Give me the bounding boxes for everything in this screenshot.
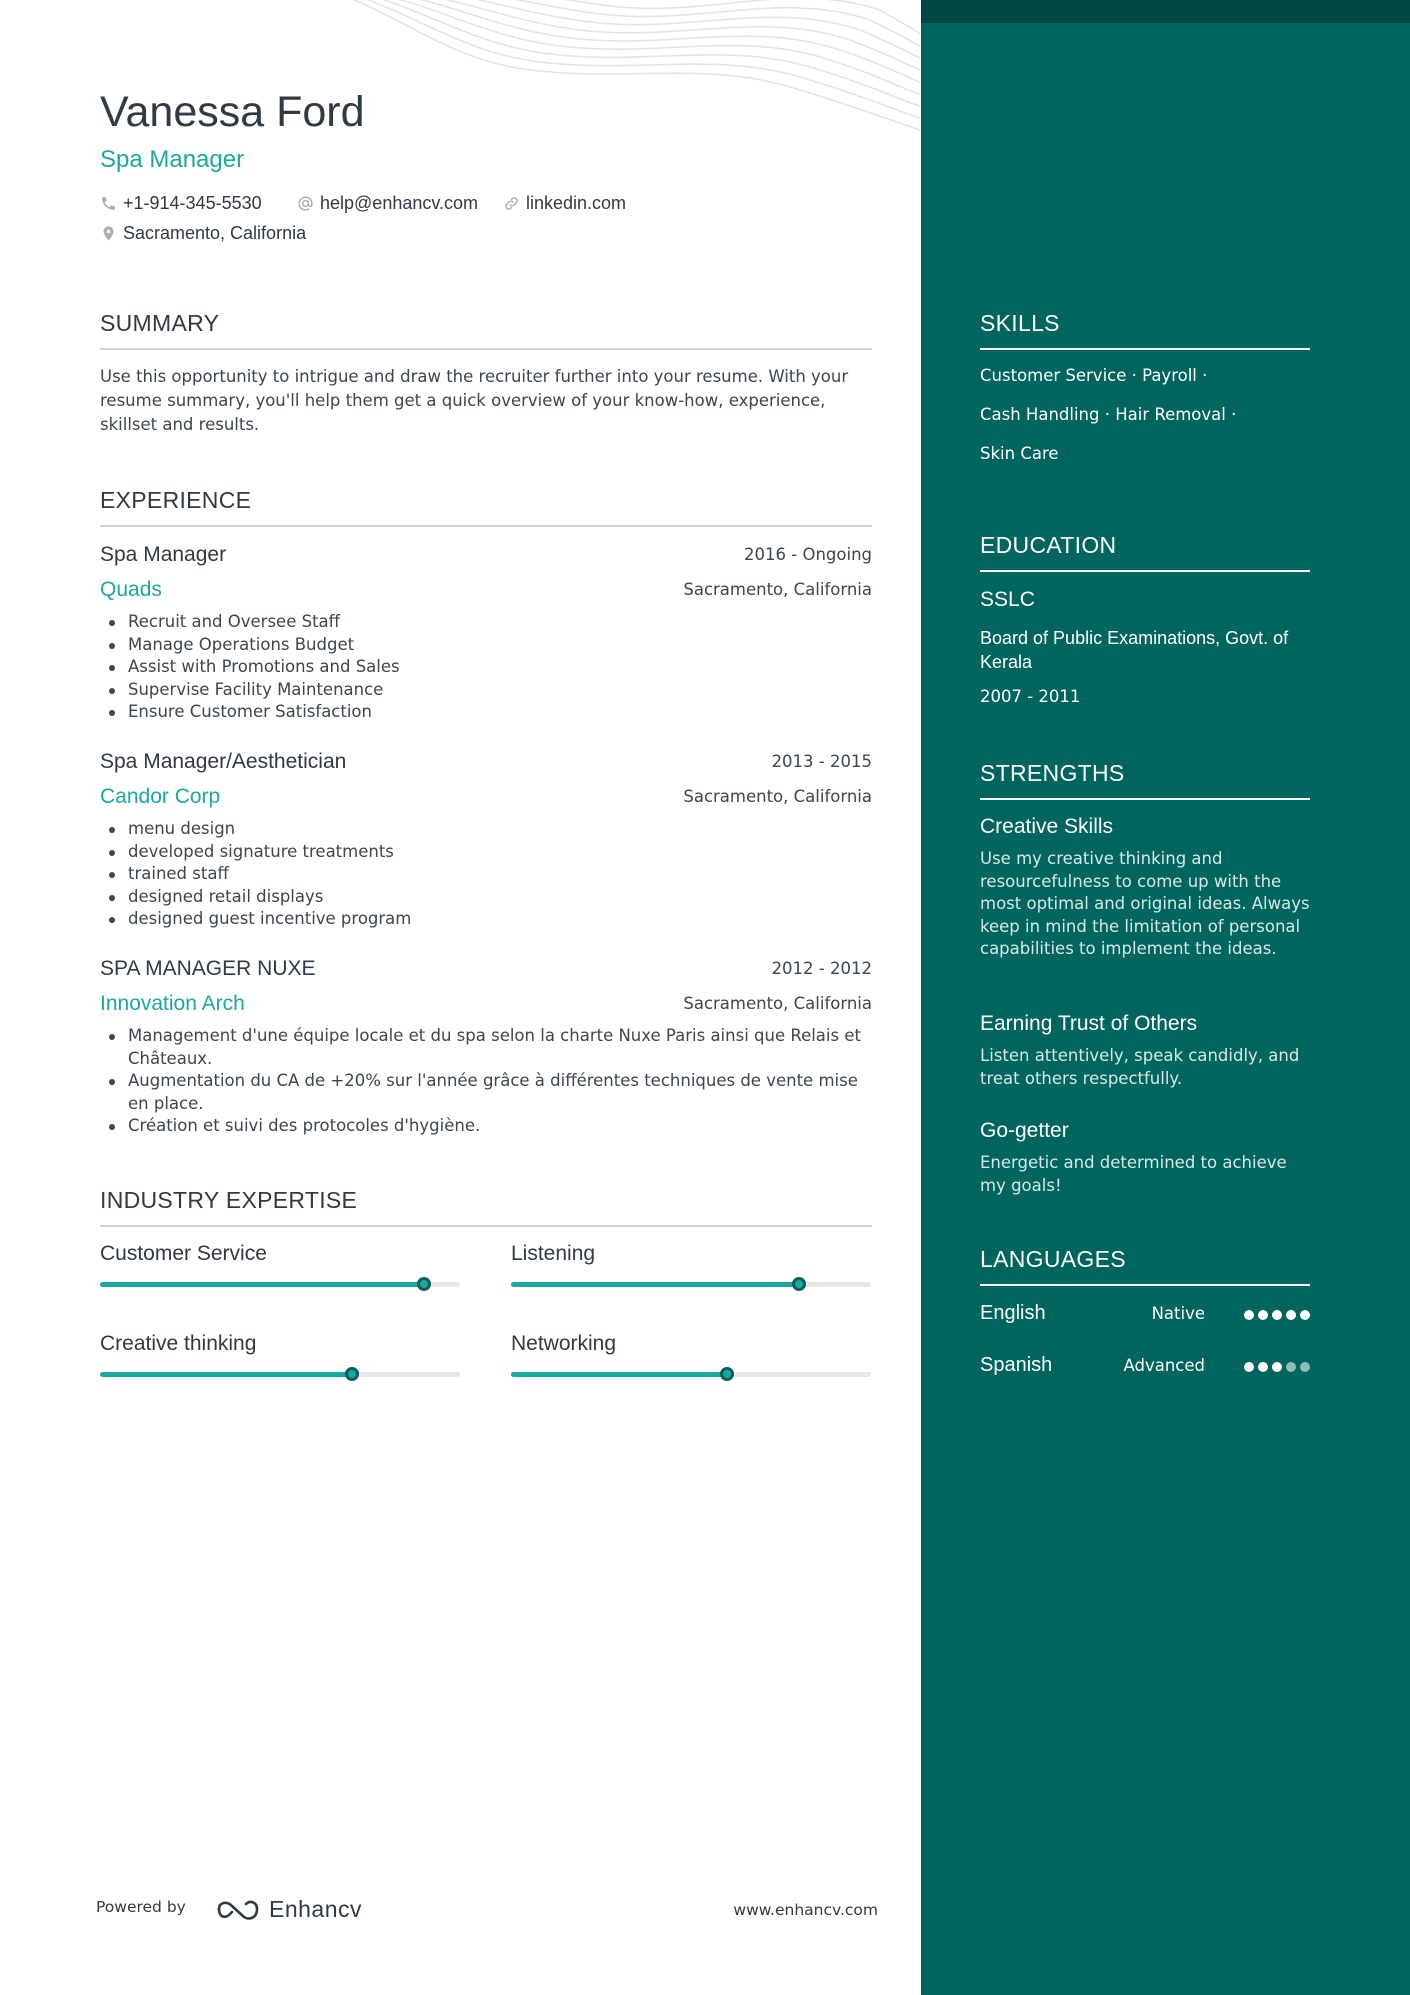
job-title: Spa Manager <box>100 543 227 566</box>
job-company: Innovation Arch <box>100 992 245 1015</box>
expertise-item <box>511 1332 871 1356</box>
education-school: Board of Public Examinations, Govt. of Kerala <box>980 628 1289 672</box>
email-contact[interactable] <box>297 193 478 214</box>
language-level: Native <box>1151 1304 1205 1323</box>
expertise-bar-track <box>511 1372 871 1377</box>
job-bullet: designed retail displays <box>100 886 872 909</box>
skills-line: Customer Service · Payroll · <box>980 366 1208 385</box>
job-company: Quads <box>100 578 162 601</box>
language-dot-filled <box>1300 1310 1310 1320</box>
enhancv-logo[interactable] <box>215 1896 362 1922</box>
candidate-role: Spa Manager <box>100 146 245 173</box>
job-title: Spa Manager/Aesthetician <box>100 750 347 773</box>
job-bullet: Supervise Facility Maintenance <box>100 679 872 702</box>
job-company: Candor Corp <box>100 785 221 808</box>
expertise-bar-track <box>511 1282 871 1287</box>
skills-line: Skin Care <box>980 444 1059 463</box>
job-bullet: trained staff <box>100 863 872 886</box>
language-dots <box>1240 1362 1310 1372</box>
expertise-bar-knob <box>345 1367 359 1381</box>
language-row <box>980 1354 1310 1380</box>
expertise-item <box>511 1242 871 1266</box>
strength-description: Use my creative thinking and resourcefulness to come up with the most optimal and original ideas. Always keep in mind the limitation of personal capabilities to implement the ideas. <box>980 849 1310 958</box>
job-bullet: Augmentation du CA de +20% sur l'année grâce à différentes techniques de vente mise en place. <box>100 1070 872 1115</box>
strength-title: Creative Skills <box>980 815 1114 838</box>
sidebar <box>921 0 1410 1995</box>
strengths-heading: STRENGTHS <box>980 760 1310 800</box>
job-location: Sacramento, California <box>683 994 872 1013</box>
language-dot-filled <box>1286 1310 1296 1320</box>
language-level: Advanced <box>1123 1356 1205 1375</box>
education-degree: SSLC <box>980 588 1035 611</box>
summary-heading: SUMMARY <box>100 310 872 350</box>
language-row <box>980 1302 1310 1328</box>
decorative-waves <box>330 0 920 135</box>
enhancv-logo-icon <box>215 1897 261 1921</box>
language-name: English <box>980 1302 1046 1324</box>
sidebar-top-band <box>921 0 1410 23</box>
job-dates: 2012 - 2012 <box>771 959 872 978</box>
expertise-label: Creative thinking <box>100 1332 257 1355</box>
email-link[interactable]: help@enhancv.com <box>320 193 479 213</box>
strength-title: Earning Trust of Others <box>980 1012 1198 1035</box>
expertise-bar-fill <box>100 1282 424 1287</box>
phone-icon <box>100 195 117 212</box>
job-bullets <box>100 611 872 724</box>
skills-line: Cash Handling · Hair Removal · <box>980 405 1237 424</box>
language-dot-filled <box>1258 1310 1268 1320</box>
expertise-item <box>100 1242 460 1266</box>
at-icon <box>297 195 314 212</box>
job-title: SPA MANAGER NUXE <box>100 957 316 980</box>
job-bullets <box>100 1025 872 1138</box>
experience-heading: EXPERIENCE <box>100 487 872 527</box>
job-bullet: Assist with Promotions and Sales <box>100 656 872 679</box>
summary-text: Use this opportunity to intrigue and draw the recruiter further into your resume. With your resume summary, you'll help them get a quick overview of your know-how, experience, skillset and results. <box>100 367 849 434</box>
linkedin-link[interactable]: linkedin.com <box>526 193 627 213</box>
language-dot-empty <box>1300 1362 1310 1372</box>
language-dot-empty <box>1286 1362 1296 1372</box>
footer-url[interactable]: www.enhancv.com <box>733 1901 878 1919</box>
job-bullet: Création et suivi des protocoles d'hygiène. <box>100 1115 872 1138</box>
expertise-bar-knob <box>417 1277 431 1291</box>
expertise-bar-knob <box>720 1367 734 1381</box>
strength-description: Listen attentively, speak candidly, and treat others respectfully. <box>980 1046 1300 1088</box>
job-bullet: Ensure Customer Satisfaction <box>100 701 872 724</box>
job-bullet: developed signature treatments <box>100 841 872 864</box>
location-pin-icon <box>100 225 117 242</box>
enhancv-brand: Enhancv <box>269 1895 363 1922</box>
job-dates: 2016 - Ongoing <box>744 545 872 564</box>
expertise-bar-fill <box>511 1372 727 1377</box>
education-dates: 2007 - 2011 <box>980 687 1081 706</box>
job-bullet: designed guest incentive program <box>100 908 872 931</box>
expertise-label: Listening <box>511 1242 596 1265</box>
expertise-bar-track <box>100 1282 460 1287</box>
phone-contact <box>100 193 262 214</box>
job-location: Sacramento, California <box>683 580 872 599</box>
language-name: Spanish <box>980 1354 1053 1376</box>
expertise-bar-fill <box>511 1282 799 1287</box>
linkedin-contact[interactable] <box>503 193 626 214</box>
candidate-name: Vanessa Ford <box>100 88 365 136</box>
expertise-item <box>100 1332 460 1356</box>
language-dot-filled <box>1272 1310 1282 1320</box>
job-bullet: Manage Operations Budget <box>100 634 872 657</box>
languages-heading: LANGUAGES <box>980 1246 1310 1286</box>
expertise-label: Networking <box>511 1332 617 1355</box>
language-dot-filled <box>1272 1362 1282 1372</box>
location-text: Sacramento, California <box>123 223 307 243</box>
location-contact <box>100 223 306 244</box>
skills-heading: SKILLS <box>980 310 1310 350</box>
job-dates: 2013 - 2015 <box>771 752 872 771</box>
strength-description: Energetic and determined to achieve my goals! <box>980 1153 1287 1195</box>
education-heading: EDUCATION <box>980 532 1310 572</box>
expertise-bar-knob <box>792 1277 806 1291</box>
expertise-label: Customer Service <box>100 1242 267 1265</box>
expertise-bar-fill <box>100 1372 352 1377</box>
expertise-bar-track <box>100 1372 460 1377</box>
language-dot-filled <box>1244 1362 1254 1372</box>
language-dot-filled <box>1258 1362 1268 1372</box>
job-location: Sacramento, California <box>683 787 872 806</box>
job-bullet: Recruit and Oversee Staff <box>100 611 872 634</box>
language-dots <box>1240 1310 1310 1320</box>
language-dot-filled <box>1244 1310 1254 1320</box>
job-bullets <box>100 818 872 931</box>
industry-expertise-heading: INDUSTRY EXPERTISE <box>100 1187 872 1227</box>
phone-text: +1-914-345-5530 <box>123 193 262 213</box>
job-bullet: Management d'une équipe locale et du spa selon la charte Nuxe Paris ainsi que Relais et Châteaux. <box>100 1025 872 1070</box>
strength-title: Go-getter <box>980 1119 1069 1142</box>
job-bullet: menu design <box>100 818 872 841</box>
link-icon <box>503 195 520 212</box>
powered-by-label: Powered by <box>96 1898 186 1916</box>
